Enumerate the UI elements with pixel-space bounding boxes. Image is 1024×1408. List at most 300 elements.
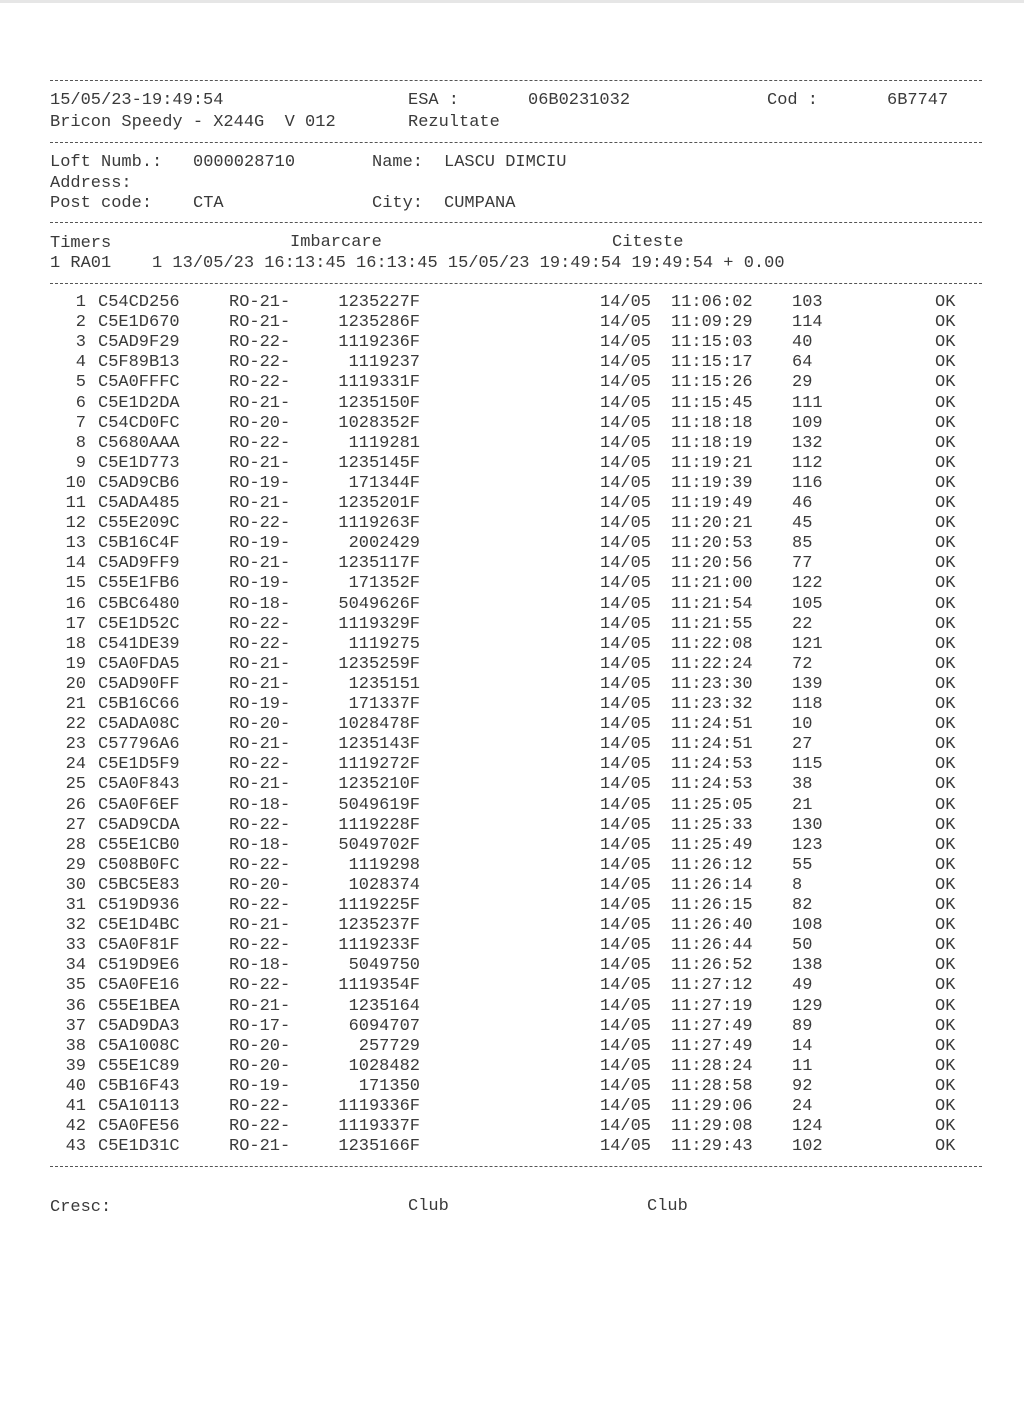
country-year: RO-22- [229,615,291,634]
ring-number: 1235286F [338,313,420,332]
status-value: OK [935,574,956,593]
result-row [0,956,1024,976]
ring-code: C5A0F6EF [98,796,180,815]
ring-number: 5049619F [338,796,420,815]
row-index: 25 [65,775,86,794]
arrival-date: 14/05 [600,675,652,694]
ring-number: 1235117F [338,554,420,573]
row-index: 21 [65,695,86,714]
arrival-date: 14/05 [600,615,652,634]
country-year: RO-22- [229,1117,291,1136]
row-index: 32 [65,916,86,935]
country-year: RO-19- [229,695,291,714]
country-year: RO-20- [229,876,291,895]
status-value: OK [935,615,956,634]
status-value: OK [935,715,956,734]
country-year: RO-22- [229,333,291,352]
ring-code: C57796A6 [98,735,180,754]
ring-code: C508B0FC [98,856,180,875]
status-value: OK [935,876,956,895]
result-row [0,635,1024,655]
position-value: 46 [792,494,813,513]
arrival-date: 14/05 [600,1017,652,1036]
position-value: 72 [792,655,813,674]
position-value: 24 [792,1097,813,1116]
divider-timers [50,283,982,284]
status-value: OK [935,1137,956,1156]
position-value: 14 [792,1037,813,1056]
row-index: 29 [65,856,86,875]
ring-number: 5049626F [338,595,420,614]
ring-number: 1119275 [348,635,420,654]
position-value: 121 [792,635,823,654]
result-row [0,313,1024,333]
result-row [0,856,1024,876]
status-value: OK [935,293,956,312]
ring-number: 1235150F [338,394,420,413]
ring-number: 1119263F [338,514,420,533]
ring-number: 1235259F [338,655,420,674]
arrival-time: 11:20:56 [671,554,753,573]
country-year: RO-21- [229,293,291,312]
row-index: 40 [65,1077,86,1096]
ring-code: C5BC6480 [98,595,180,614]
arrival-date: 14/05 [600,956,652,975]
ring-number: 1235151 [348,675,420,694]
result-row [0,1057,1024,1077]
result-row [0,1137,1024,1157]
result-row [0,534,1024,554]
status-value: OK [935,655,956,674]
arrival-date: 14/05 [600,1057,652,1076]
arrival-date: 14/05 [600,333,652,352]
ring-code: C5A0FDA5 [98,655,180,674]
row-index: 24 [65,755,86,774]
position-value: 122 [792,574,823,593]
position-value: 29 [792,373,813,392]
arrival-date: 14/05 [600,816,652,835]
result-row [0,816,1024,836]
arrival-date: 14/05 [600,514,652,533]
position-value: 10 [792,715,813,734]
country-year: RO-21- [229,494,291,513]
ring-code: C5B16C4F [98,534,180,553]
arrival-date: 14/05 [600,554,652,573]
arrival-date: 14/05 [600,896,652,915]
ring-number: 1028352F [338,414,420,433]
arrival-date: 14/05 [600,394,652,413]
status-value: OK [935,494,956,513]
postcode-value: CTA [193,194,224,213]
postcode-label: Post code: [50,194,153,213]
arrival-time: 11:09:29 [671,313,753,332]
row-index: 34 [65,956,86,975]
ring-code: C5E1D5F9 [98,755,180,774]
ring-number: 1119233F [338,936,420,955]
arrival-date: 14/05 [600,775,652,794]
status-value: OK [935,353,956,372]
ring-number: 1235166F [338,1137,420,1156]
divider-bottom [50,1166,982,1167]
result-row [0,735,1024,755]
row-index: 33 [65,936,86,955]
ring-code: C5AD9FF9 [98,554,180,573]
ring-code: C5AD9CB6 [98,474,180,493]
ring-number: 5049702F [338,836,420,855]
arrival-date: 14/05 [600,373,652,392]
ring-code: C5A0F81F [98,936,180,955]
result-row [0,896,1024,916]
arrival-time: 11:18:19 [671,434,753,453]
arrival-date: 14/05 [600,856,652,875]
result-row [0,836,1024,856]
position-value: 40 [792,333,813,352]
ring-number: 1119331F [338,373,420,392]
arrival-time: 11:26:12 [671,856,753,875]
status-value: OK [935,775,956,794]
arrival-date: 14/05 [600,1037,652,1056]
status-value: OK [935,1017,956,1036]
country-year: RO-21- [229,313,291,332]
row-index: 14 [65,554,86,573]
result-row [0,1077,1024,1097]
result-row [0,715,1024,735]
name-value: LASCU DIMCIU [444,153,567,172]
ring-code: C5AD90FF [98,675,180,694]
ring-number: 1119298 [348,856,420,875]
arrival-time: 11:19:49 [671,494,753,513]
ring-code: C5A0FFFC [98,373,180,392]
position-value: 102 [792,1137,823,1156]
arrival-time: 11:15:26 [671,373,753,392]
result-row [0,333,1024,353]
position-value: 108 [792,916,823,935]
arrival-time: 11:27:19 [671,997,753,1016]
arrival-date: 14/05 [600,1097,652,1116]
result-row [0,494,1024,514]
arrival-date: 14/05 [600,715,652,734]
position-value: 112 [792,454,823,473]
arrival-date: 14/05 [600,293,652,312]
ring-code: C5BC5E83 [98,876,180,895]
position-value: 114 [792,313,823,332]
status-value: OK [935,373,956,392]
ring-code: C5A1008C [98,1037,180,1056]
arrival-time: 11:26:15 [671,896,753,915]
country-year: RO-21- [229,1137,291,1156]
status-value: OK [935,1077,956,1096]
country-year: RO-18- [229,836,291,855]
position-value: 11 [792,1057,813,1076]
status-value: OK [935,755,956,774]
ring-number: 1235237F [338,916,420,935]
country-year: RO-22- [229,514,291,533]
row-index: 20 [65,675,86,694]
position-value: 123 [792,836,823,855]
result-row [0,1037,1024,1057]
arrival-time: 11:23:32 [671,695,753,714]
arrival-time: 11:24:51 [671,715,753,734]
esa-value: 06B0231032 [528,91,631,110]
scan-edge [0,0,1024,3]
country-year: RO-21- [229,454,291,473]
ring-code: C5A0FE56 [98,1117,180,1136]
position-value: 45 [792,514,813,533]
cresc-label: Cresc: [50,1198,112,1217]
row-index: 26 [65,796,86,815]
ring-code: C5AD9F29 [98,333,180,352]
arrival-time: 11:15:03 [671,333,753,352]
row-index: 39 [65,1057,86,1076]
arrival-date: 14/05 [600,494,652,513]
row-index: 43 [65,1137,86,1156]
result-row [0,353,1024,373]
arrival-time: 11:22:08 [671,635,753,654]
arrival-time: 11:29:43 [671,1137,753,1156]
ring-number: 1235227F [338,293,420,312]
status-value: OK [935,1097,956,1116]
arrival-date: 14/05 [600,1077,652,1096]
arrival-time: 11:26:40 [671,916,753,935]
loft-label: Loft Numb.: [50,153,163,172]
result-row [0,595,1024,615]
country-year: RO-19- [229,474,291,493]
row-index: 36 [65,997,86,1016]
country-year: RO-21- [229,394,291,413]
cod-value: 6B7747 [887,91,949,110]
arrival-date: 14/05 [600,414,652,433]
row-index: 42 [65,1117,86,1136]
ring-number: 1235143F [338,735,420,754]
arrival-date: 14/05 [600,635,652,654]
row-index: 30 [65,876,86,895]
arrival-date: 14/05 [600,695,652,714]
country-year: RO-21- [229,775,291,794]
arrival-date: 14/05 [600,1117,652,1136]
position-value: 77 [792,554,813,573]
imbarcare-label: Imbarcare [290,233,382,252]
result-row [0,293,1024,313]
ring-number: 171350 [358,1077,420,1096]
ring-number: 1235201F [338,494,420,513]
status-value: OK [935,936,956,955]
ring-code: C5ADA08C [98,715,180,734]
ring-number: 171344F [348,474,420,493]
position-value: 27 [792,735,813,754]
arrival-date: 14/05 [600,916,652,935]
ring-number: 1235210F [338,775,420,794]
row-index: 17 [65,615,86,634]
country-year: RO-19- [229,574,291,593]
country-year: RO-17- [229,1017,291,1036]
row-index: 41 [65,1097,86,1116]
arrival-time: 11:19:39 [671,474,753,493]
print-datetime: 15/05/23-19:49:54 [50,91,224,110]
row-index: 4 [75,353,86,372]
arrival-date: 14/05 [600,454,652,473]
arrival-time: 11:28:24 [671,1057,753,1076]
result-row [0,796,1024,816]
arrival-time: 11:25:05 [671,796,753,815]
result-row [0,394,1024,414]
result-row [0,574,1024,594]
ring-code: C5ADA485 [98,494,180,513]
arrival-time: 11:20:53 [671,534,753,553]
arrival-time: 11:29:06 [671,1097,753,1116]
position-value: 82 [792,896,813,915]
ring-code: C5E1D52C [98,615,180,634]
address-label: Address: [50,174,132,193]
ring-code: C5B16C66 [98,695,180,714]
divider-top [50,80,982,81]
arrival-time: 11:22:24 [671,655,753,674]
row-index: 8 [75,434,86,453]
ring-code: C519D936 [98,896,180,915]
country-year: RO-22- [229,635,291,654]
arrival-time: 11:23:30 [671,675,753,694]
row-index: 15 [65,574,86,593]
arrival-time: 11:27:49 [671,1017,753,1036]
row-index: 12 [65,514,86,533]
ring-code: C541DE39 [98,635,180,654]
arrival-time: 11:21:54 [671,595,753,614]
row-index: 11 [65,494,86,513]
result-row [0,373,1024,393]
row-index: 9 [75,454,86,473]
row-index: 28 [65,836,86,855]
row-index: 5 [75,373,86,392]
arrival-time: 11:27:49 [671,1037,753,1056]
ring-code: C54CD0FC [98,414,180,433]
ring-number: 171352F [348,574,420,593]
status-value: OK [935,695,956,714]
arrival-time: 11:29:08 [671,1117,753,1136]
result-row [0,876,1024,896]
citeste-label: Citeste [612,233,684,252]
country-year: RO-22- [229,434,291,453]
arrival-time: 11:06:02 [671,293,753,312]
ring-code: C5A0FE16 [98,976,180,995]
ring-number: 1028482 [348,1057,420,1076]
ring-code: C5AD9DA3 [98,1017,180,1036]
city-label: City: [372,194,424,213]
ring-number: 1119329F [338,615,420,634]
loft-value: 0000028710 [193,153,296,172]
status-value: OK [935,896,956,915]
row-index: 2 [75,313,86,332]
position-value: 8 [792,876,803,895]
arrival-time: 11:15:45 [671,394,753,413]
country-year: RO-18- [229,796,291,815]
position-value: 116 [792,474,823,493]
ring-code: C54CD256 [98,293,180,312]
status-value: OK [935,1117,956,1136]
status-value: OK [935,414,956,433]
ring-number: 1119228F [338,816,420,835]
position-value: 105 [792,595,823,614]
ring-number: 6094707 [348,1017,420,1036]
row-index: 7 [75,414,86,433]
country-year: RO-22- [229,1097,291,1116]
position-value: 55 [792,856,813,875]
position-value: 85 [792,534,813,553]
cod-label: Cod : [767,91,819,110]
arrival-date: 14/05 [600,997,652,1016]
name-label: Name: [372,153,424,172]
row-index: 35 [65,976,86,995]
arrival-date: 14/05 [600,595,652,614]
result-row [0,514,1024,534]
arrival-time: 11:18:18 [671,414,753,433]
arrival-time: 11:26:44 [671,936,753,955]
ring-number: 1119225F [338,896,420,915]
status-value: OK [935,454,956,473]
country-year: RO-22- [229,976,291,995]
country-year: RO-22- [229,816,291,835]
result-row [0,615,1024,635]
ring-number: 171337F [348,695,420,714]
arrival-time: 11:24:53 [671,775,753,794]
position-value: 130 [792,816,823,835]
arrival-date: 14/05 [600,534,652,553]
position-value: 115 [792,755,823,774]
arrival-time: 11:26:52 [671,956,753,975]
result-row [0,454,1024,474]
arrival-time: 11:25:49 [671,836,753,855]
arrival-date: 14/05 [600,976,652,995]
arrival-time: 11:21:00 [671,574,753,593]
city-value: CUMPANA [444,194,516,213]
country-year: RO-19- [229,1077,291,1096]
status-value: OK [935,836,956,855]
country-year: RO-22- [229,896,291,915]
arrival-date: 14/05 [600,836,652,855]
position-value: 64 [792,353,813,372]
status-value: OK [935,916,956,935]
ring-number: 5049750 [348,956,420,975]
country-year: RO-22- [229,373,291,392]
status-value: OK [935,394,956,413]
arrival-date: 14/05 [600,735,652,754]
ring-number: 1119236F [338,333,420,352]
ring-number: 1119281 [348,434,420,453]
position-value: 118 [792,695,823,714]
arrival-time: 11:21:55 [671,615,753,634]
country-year: RO-20- [229,1057,291,1076]
status-value: OK [935,514,956,533]
ring-code: C5AD9CDA [98,816,180,835]
ring-code: C55E1BEA [98,997,180,1016]
ring-number: 1119336F [338,1097,420,1116]
result-row [0,474,1024,494]
country-year: RO-18- [229,956,291,975]
arrival-date: 14/05 [600,474,652,493]
divider-owner [50,222,982,223]
position-value: 139 [792,675,823,694]
country-year: RO-18- [229,595,291,614]
row-index: 13 [65,534,86,553]
result-row [0,1017,1024,1037]
ring-number: 2002429 [348,534,420,553]
status-value: OK [935,434,956,453]
ring-code: C5E1D2DA [98,394,180,413]
position-value: 50 [792,936,813,955]
country-year: RO-22- [229,755,291,774]
ring-code: C55E1CB0 [98,836,180,855]
row-index: 1 [75,293,86,312]
arrival-date: 14/05 [600,1137,652,1156]
result-row [0,755,1024,775]
